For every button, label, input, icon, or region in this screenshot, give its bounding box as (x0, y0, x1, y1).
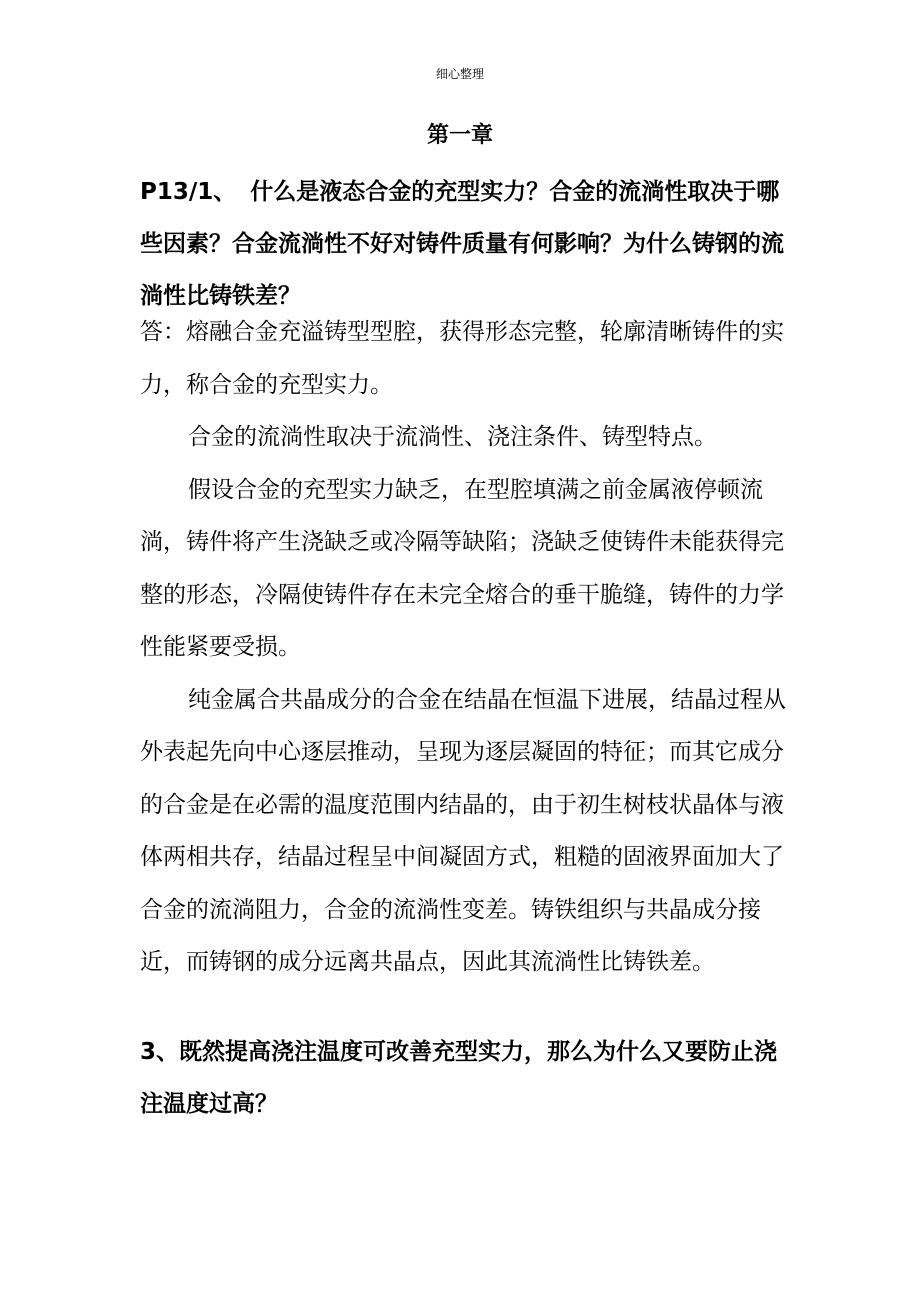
question-1 (140, 166, 790, 322)
question-1-text: 什么是液态合金的充型实力？合金的流淌性取决于哪些因素？合金流淌性不好对铸件质量有何影响？为什么铸钢的流淌性比铸铁差？ (140, 179, 784, 309)
answer-paragraph-3: 假设合金的充型实力缺乏，在型腔填满之前金属液停顿流淌，铸件将产生浇缺乏或冷隔等缺陷；浇缺乏使铸件未能获得完整的形态，冷隔使铸件存在未完全熔合的垂干脆缝，铸件的力学性能紧要受损。 (140, 476, 784, 660)
answer-paragraph-4: 纯金属合共晶成分的合金在结晶在恒温下进展，结晶过程从外表起先向中心逐层推动，呈现为逐层凝固的特征；而其它成分的合金是在必需的温度范围内结晶的，由于初生树枝状晶体与液体两相共存，结晶过程呈中间凝固方式，粗糙的固液界面加大了合金的流淌阻力，合金的流淌性变差。铸铁组织与共晶成分接近，而铸钢的成分远离共晶点，因此其流淌性比铸铁差。 (140, 686, 786, 975)
answer-1 (140, 306, 790, 989)
question-3: 3、既然提高浇注温度可改善充型实力，那么为什么又要防止浇注温度过高？ (140, 1039, 778, 1117)
question-1-id: P13/1、 (140, 179, 237, 205)
chapter-title: 第一章 (426, 123, 493, 148)
answer-paragraph-2: 合金的流淌性取决于流淌性、浇注条件、铸型特点。 (188, 424, 717, 450)
answer-paragraph-1: 答：熔融合金充溢铸型型腔，获得形态完整，轮廓清晰铸件的实力，称合金的充型实力。 (140, 319, 784, 398)
header-note: 细心整理 (435, 67, 484, 81)
